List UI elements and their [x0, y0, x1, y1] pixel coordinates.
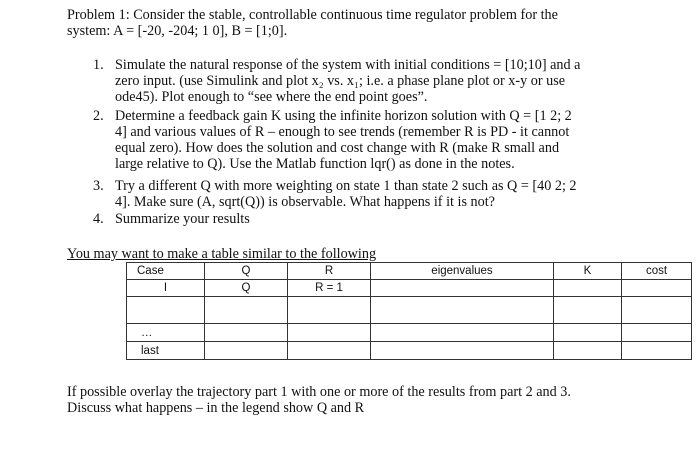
task-4-line: Summarize your results [115, 211, 250, 227]
header-k: K [554, 263, 622, 280]
task-2-line: equal zero). How does the solution and cost change with R (make R small and [115, 140, 560, 156]
cell-r: R = 1 [288, 280, 371, 297]
cell-k [554, 324, 622, 342]
task-3-line: 4]. Make sure (A, sqrt(Q)) is observable. What happens if it is not? [115, 194, 495, 210]
table-row [127, 324, 692, 342]
cell-q: Q [205, 280, 288, 297]
table-header-row [127, 263, 692, 280]
task-number-4: 4. [93, 211, 104, 227]
table-intro: You may want to make a table similar to the following [67, 246, 377, 262]
problem-statement-line-1: Problem 1: Consider the stable, controllable continuous time regulator problem for the [67, 7, 558, 23]
task-2 [115, 108, 605, 172]
cell-cost [622, 324, 692, 342]
header-r: R [288, 263, 371, 280]
cell-cost [622, 297, 692, 324]
task-3 [115, 178, 605, 210]
table-row [127, 342, 692, 360]
task-1-line: Simulate the natural response of the system with initial conditions = [10;10] and a [115, 57, 581, 73]
cell-case: I [127, 280, 205, 297]
table-row [127, 280, 692, 297]
cell-case: last [127, 342, 205, 360]
cell-eigenvalues [371, 342, 554, 360]
cell-case: … [127, 324, 205, 342]
task-2-line: Determine a feedback gain K using the infinite horizon solution with Q = [1 2; 2 [115, 108, 572, 124]
results-table [126, 262, 692, 360]
task-1-line: zero input. (use Simulink and plot x₂ vs. x₁; i.e. a phase plane plot or x-y or use [115, 73, 566, 89]
problem-statement-line-2: system: A = [-20, -204; 1 0], B = [1;0]. [67, 23, 288, 39]
footer-line-1: If possible overlay the trajectory part 1 with one or more of the results from part 2 and 3. [67, 384, 571, 400]
cell-case [127, 297, 205, 324]
cell-q [205, 324, 288, 342]
cell-eigenvalues [371, 297, 554, 324]
footer-line-2: Discuss what happens – in the legend show Q and R [67, 400, 365, 416]
cell-k [554, 297, 622, 324]
cell-cost [622, 342, 692, 360]
cell-eigenvalues [371, 280, 554, 297]
cell-r [288, 297, 371, 324]
cell-k [554, 280, 622, 297]
header-eigenvalues: eigenvalues [371, 263, 554, 280]
header-cost: cost [622, 263, 692, 280]
task-number-2: 2. [93, 108, 104, 124]
task-1 [115, 57, 605, 105]
task-1-line: ode45). Plot enough to “see where the end point goes”. [115, 89, 428, 105]
header-case: Case [127, 263, 205, 280]
cell-q [205, 342, 288, 360]
header-q: Q [205, 263, 288, 280]
task-4 [115, 211, 605, 227]
cell-q [205, 297, 288, 324]
task-number-3: 3. [93, 178, 104, 194]
cell-r [288, 324, 371, 342]
task-3-line: Try a different Q with more weighting on state 1 than state 2 such as Q = [40 2; 2 [115, 178, 577, 194]
cell-eigenvalues [371, 324, 554, 342]
task-2-line: 4] and various values of R – enough to see trends (remember R is PD - it cannot [115, 124, 570, 140]
task-number-1: 1. [93, 57, 104, 73]
cell-r [288, 342, 371, 360]
cell-k [554, 342, 622, 360]
table-row [127, 297, 692, 324]
task-2-line: large relative to Q). Use the Matlab function lqr() as done in the notes. [115, 156, 515, 172]
cell-cost [622, 280, 692, 297]
